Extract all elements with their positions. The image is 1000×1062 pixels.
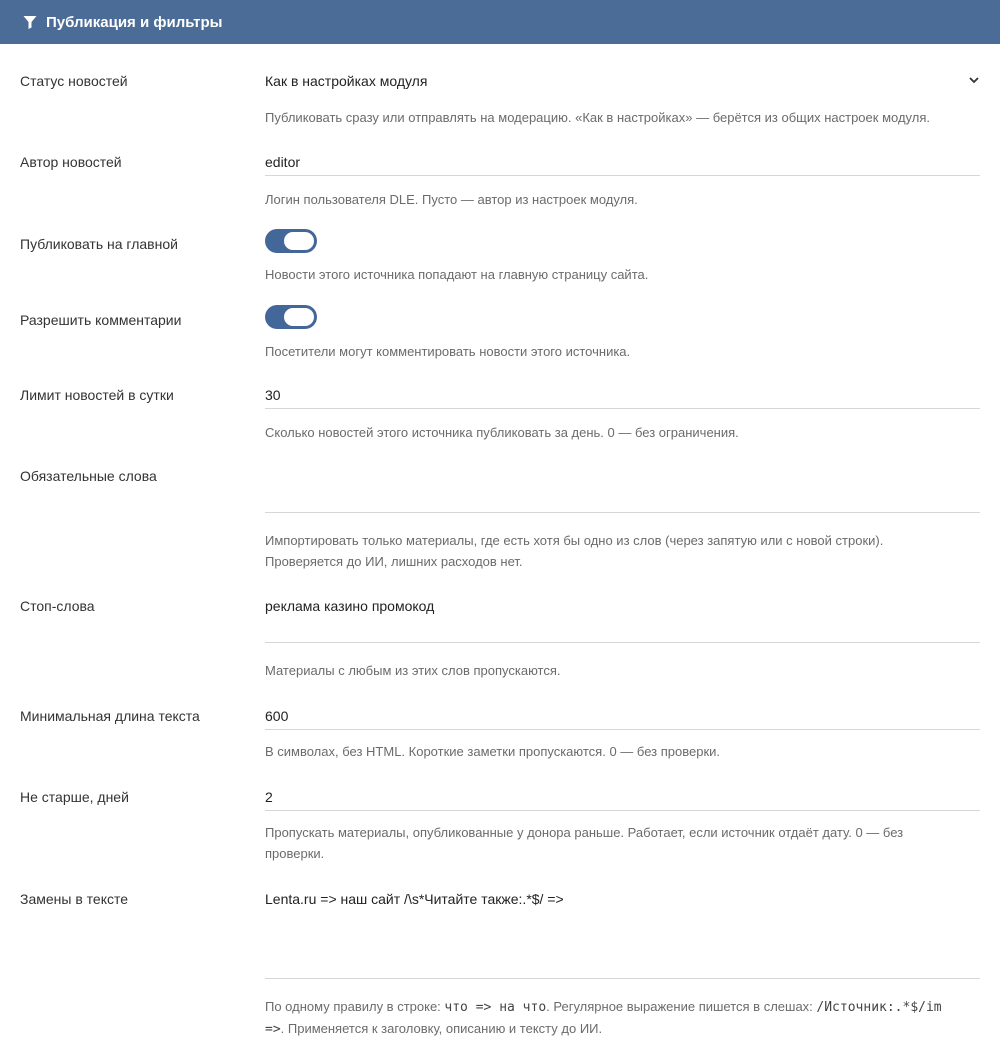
replacements-textarea[interactable] (265, 891, 980, 977)
replacements-help-line2 (265, 1018, 980, 1040)
daily-limit-help: Сколько новостей этого источника публиковать за день. 0 — без ограничения. (265, 425, 739, 440)
replacements-help-code3: => (265, 1022, 281, 1037)
replacements-value: Lenta.ru => наш сайт /\s*Читайте также:.*$/ => (265, 891, 564, 907)
max-age-value: 2 (265, 789, 273, 805)
chevron-down-icon (968, 73, 980, 87)
daily-limit-input[interactable] (265, 387, 980, 403)
replacements-help-text1: По одному правилу в строке: (265, 999, 445, 1014)
daily-limit-value: 30 (265, 387, 281, 403)
replacements-help-code2: /Источник:.*$/im (816, 1000, 942, 1015)
min-length-label: Минимальная длина текста (20, 708, 200, 724)
comments-help: Посетители могут комментировать новости этого источника. (265, 344, 631, 359)
filter-icon (22, 14, 38, 30)
stop-words-label: Стоп-слова (20, 598, 95, 614)
stop-words-help: Материалы с любым из этих слов пропускаются. (265, 663, 561, 678)
main-page-toggle[interactable] (265, 229, 317, 253)
status-label: Статус новостей (20, 73, 128, 89)
comments-toggle[interactable] (265, 305, 317, 329)
toggle-knob (284, 308, 314, 326)
required-words-help (265, 530, 980, 572)
max-age-help (265, 822, 980, 864)
daily-limit-label: Лимит новостей в сутки (20, 387, 174, 403)
stop-words-underline (265, 642, 980, 643)
max-age-help-line1: Пропускать материалы, опубликованные у донора раньше. Работает, если источник отдаёт дату. 0 — без (265, 825, 904, 840)
max-age-label: Не старше, дней (20, 789, 129, 805)
replacements-help-line1 (265, 996, 980, 1018)
main-page-help: Новости этого источника попадают на главную страницу сайта. (265, 267, 649, 282)
replacements-help-text3: . Применяется к заголовку, описанию и тексту до ИИ. (280, 1021, 603, 1036)
status-help: Публиковать сразу или отправлять на модерацию. «Как в настройках» — берётся из общих настроек модуля. (265, 110, 930, 125)
author-help: Логин пользователя DLE. Пусто — автор из настроек модуля. (265, 192, 638, 207)
author-input[interactable] (265, 154, 980, 170)
status-select[interactable] (265, 73, 980, 89)
author-label: Автор новостей (20, 154, 122, 170)
toggle-knob (284, 232, 314, 250)
author-input-underline (265, 175, 980, 176)
comments-label: Разрешить комментарии (20, 312, 182, 328)
panel-header (0, 0, 1000, 44)
required-words-help-line1: Импортировать только материалы, где есть хотя бы одно из слов (через запятую или с новой строки). (265, 533, 884, 548)
required-words-label: Обязательные слова (20, 468, 157, 484)
replacements-help (265, 996, 980, 1040)
max-age-input[interactable] (265, 789, 980, 805)
stop-words-textarea[interactable] (265, 598, 980, 642)
main-page-label: Публиковать на главной (20, 236, 178, 252)
replacements-label: Замены в тексте (20, 891, 129, 907)
publication-filters-form (0, 44, 1000, 1062)
daily-limit-underline (265, 408, 980, 409)
status-selected-value: Как в настройках модуля (265, 73, 428, 89)
replacements-help-text2: . Регулярное выражение пишется в слешах: (546, 999, 817, 1014)
min-length-value: 600 (265, 708, 289, 724)
min-length-input[interactable] (265, 708, 980, 724)
min-length-help: В символах, без HTML. Короткие заметки пропускаются. 0 — без проверки. (265, 744, 720, 759)
required-words-textarea[interactable] (265, 468, 980, 512)
stop-words-value: реклама казино промокод (265, 598, 435, 614)
replacements-help-code1: что => на что (444, 1000, 547, 1015)
required-words-help-line2: Проверяется до ИИ, лишних расходов нет. (265, 554, 523, 569)
author-value: editor (265, 154, 301, 170)
max-age-underline (265, 810, 980, 811)
max-age-help-line2: проверки. (265, 846, 325, 861)
required-words-underline (265, 512, 980, 513)
min-length-underline (265, 729, 980, 730)
replacements-underline (265, 978, 980, 979)
panel-title: Публикация и фильтры (46, 13, 223, 31)
